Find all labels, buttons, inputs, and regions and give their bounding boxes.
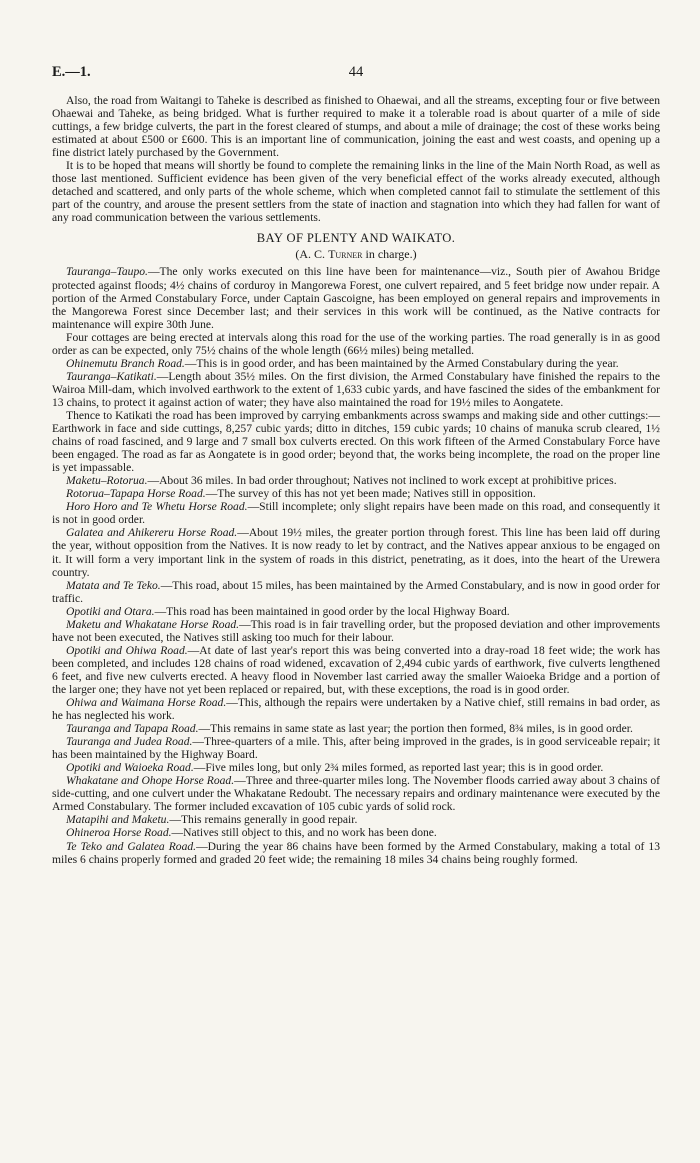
body-paragraph: It is to be hoped that means will shortly be found to complete the remaining links in the line of the Main North Road, as well as those last mentioned. Sufficient evidence has been given of the very beneficial effect of the works already executed, although detached and scattered, and only parts of the whole scheme, which when completed cannot fail to stimulate the settlement of this part of the country, and arouse the present settlers from the state of inaction and stagnation into which they had fallen for want of any road communication between the various settlements. <box>52 159 660 225</box>
road-report-paragraph <box>52 761 660 774</box>
road-title: Rotorua–Tapapa Horse Road. <box>66 487 206 501</box>
road-report-paragraph <box>52 474 660 487</box>
road-title: Opotiki and Otara. <box>66 604 155 618</box>
road-report-text: Thence to Katikati the road has been improved by carrying embankments across swamps and making side and other cuttings:—Earthwork in face and side cuttings, 8,257 cubic yards; ditto in ditches, 159 cubic yards; 10 chains of manuka scrub cleared, 1½ chains of road fascined, and 9 large and 7 small box culverts erected. On this work fifteen of the Armed Constabulary Force have been engaged. The road as far as Aongatete is in good order; beyond that, the works being incomplete, the road on the proper line is yet impassable. <box>52 408 660 475</box>
road-title: Matata and Te Teko. <box>66 578 161 592</box>
road-title: Ohiwa and Waimana Horse Road. <box>66 696 227 710</box>
road-report-paragraph <box>52 579 660 605</box>
charge-suffix: in charge.) <box>362 247 417 262</box>
road-report-text: —About 19½ miles, the greater portion through forest. This line has been laid off during the year, without opposition from the Natives. It is now ready to let by contract, and the Natives appear anxious to be engaged on it. It will form a very important link in the system of roads in this district, penetrating, as it does, into the heart of the Urewera country. <box>52 526 661 579</box>
road-title: Maketu and Whakatane Horse Road. <box>66 617 240 631</box>
page-header <box>52 64 660 86</box>
road-report-text: —Still incomplete; only slight repairs have been made on this road, and consequently it is not in good order. <box>52 500 661 527</box>
road-report-paragraph <box>52 696 660 722</box>
road-report-text: —The survey of this has not yet been made; Natives still in opposition. <box>205 487 536 501</box>
road-report-paragraph <box>52 735 660 761</box>
road-title: Ohinemutu Branch Road. <box>66 356 185 370</box>
road-report-text: —About 36 miles. In bad order throughout; Natives not inclined to work except at prohibitive prices. <box>147 474 617 488</box>
road-report-paragraph <box>52 722 660 735</box>
road-report-paragraph <box>52 331 660 357</box>
road-title: Tauranga–Taupo. <box>66 265 148 279</box>
page-number: 44 <box>348 64 364 80</box>
section-subheading <box>52 247 660 262</box>
road-title: Tauranga–Katikati. <box>66 369 157 383</box>
charge-prefix: (A. C. <box>295 247 329 262</box>
road-report-text: —Natives still object to this, and no work has been done. <box>171 826 437 840</box>
road-report-paragraph <box>52 500 660 526</box>
road-report-paragraph <box>52 487 660 500</box>
road-report-text: —This, although the repairs were undertaken by a Native chief, still remains in bad order, as he has neglected his work. <box>52 696 660 723</box>
road-report-text: —Five miles long, but only 2¾ miles formed, as reported last year; this is in good order. <box>193 761 604 775</box>
road-title: Whakatane and Ohope Horse Road. <box>66 774 235 788</box>
road-report-paragraph <box>52 644 660 696</box>
road-title: Tauranga and Tapapa Road. <box>66 722 199 736</box>
road-report-text: —The only works executed on this line have been for maintenance—viz., South pier of Awahou Bridge protected against floods; 4½ chains of corduroy in Mangorewa Forest, one culvert repaired, and 5 feet bridge now under repair. A portion of the Armed Constabulary Force, under Captain Gascoigne, has been employed on general repairs and improvements in the Mangorewa Forest since December last; and their services in this work will be continued, as the Native contracts for maintenance will expire 30th June. <box>52 265 660 331</box>
road-report-paragraph <box>52 265 660 330</box>
road-report-text: Four cottages are being erected at intervals along this road for the use of the working parties. The road generally is in as good order as can be expected, only 75½ chains of the whole length (66½ miles) being metalled. <box>52 330 660 357</box>
charge-officer-name: Turner <box>328 247 363 262</box>
road-report-paragraph <box>52 774 660 813</box>
road-report-paragraph <box>52 813 660 826</box>
road-report-paragraph <box>52 618 660 644</box>
road-report-paragraph <box>52 840 660 866</box>
road-report-text: —At date of last year's report this was being converted into a dray-road 18 feet wide; the work has been completed, and includes 128 chains of road widened, excavation of 2,494 cubic yards of earthwork, five culverts lengthened 6 feet, and five new culverts erected. A heavy flood in November last carried away the smaller Waioeka Bridge and a portion of the larger one; they have not yet been replaced or repaired, but, with these exceptions, the road is in good order. <box>52 643 660 696</box>
road-title: Horo Horo and Te Whetu Horse Road. <box>66 500 248 514</box>
road-report-text: —During the year 86 chains have been formed by the Armed Constabulary, making a total of 13 miles 6 chains properly formed and graded 20 feet wide; the remaining 18 miles 34 chains being roughly formed. <box>52 839 660 866</box>
road-report-text: —This road is in fair travelling order, but the proposed deviation and other improvements have not been executed, the Natives still asking too much for their labour. <box>52 617 660 644</box>
road-report-text: —This road has been maintained in good order by the local Highway Board. <box>154 604 510 618</box>
road-report-text: —This remains in same state as last year; the portion then formed, 8¾ miles, is in good order. <box>198 722 633 736</box>
road-report-text: —This remains generally in good repair. <box>169 813 358 827</box>
road-report-paragraph <box>52 357 660 370</box>
road-report-text: —Three-quarters of a mile. This, after being improved in the grades, is in good serviceable repair; it has been maintained by the Highway Board. <box>52 735 660 762</box>
report-reference: E.—1. <box>52 64 91 80</box>
road-report-paragraph <box>52 370 660 409</box>
body-paragraph: Also, the road from Waitangi to Taheke is described as finished to Ohaewai, and all the streams, excepting four or five between Ohaewai and Taheke, as being bridged. What is further required to make it a tolerable road is about quarter of a mile of side cuttings, a few bridge culverts, the part in the forest cleared of stumps, and about a mile of drainage; the cost of these works being estimated at about £500 or £600. This is an important line of communication, joining the east and west coasts, and opening up a fine district lately purchased by the Government. <box>52 94 660 160</box>
road-report-paragraph <box>52 526 660 578</box>
road-report-text: —Three and three-quarter miles long. The November floods carried away about 3 chains of side-cutting, and one culvert under the Whakatane Redoubt. The necessary repairs and ordinary maintenance were executed by the Armed Constabulary. The former included excavation of 105 cubic yards of solid rock. <box>52 774 661 814</box>
road-title: Matapihi and Maketu. <box>66 813 170 827</box>
road-title: Tauranga and Judea Road. <box>66 735 193 749</box>
road-title: Maketu–Rotorua. <box>66 474 148 488</box>
road-report-text: —Length about 35½ miles. On the first division, the Armed Constabulary have finished the repairs to the Wairoa Mill-dam, which involved earthwork to the extent of 1,633 cubic yards, and have fascined the sides of the embankment for 13 chains, to protect it against action of water; they have also maintained the road for 19½ miles to Aongatete. <box>52 369 660 409</box>
road-report-text: —This road, about 15 miles, has been maintained by the Armed Constabulary, and is now in good order for traffic. <box>52 578 661 605</box>
road-report-paragraph <box>52 826 660 839</box>
road-report-paragraph <box>52 409 660 474</box>
road-title: Ohineroa Horse Road. <box>66 826 172 840</box>
road-title: Opotiki and Ohiwa Road. <box>66 643 188 657</box>
road-report-paragraph <box>52 605 660 618</box>
section-heading: BAY OF PLENTY AND WAIKATO. <box>256 231 456 246</box>
road-title: Opotiki and Waioeka Road. <box>66 761 194 775</box>
road-report-text: —This is in good order, and has been maintained by the Armed Constabulary during the year. <box>184 356 619 370</box>
road-reports <box>52 265 660 865</box>
road-title: Te Teko and Galatea Road. <box>66 839 197 853</box>
intro-section <box>52 94 660 224</box>
road-title: Galatea and Ahikereru Horse Road. <box>66 526 238 540</box>
